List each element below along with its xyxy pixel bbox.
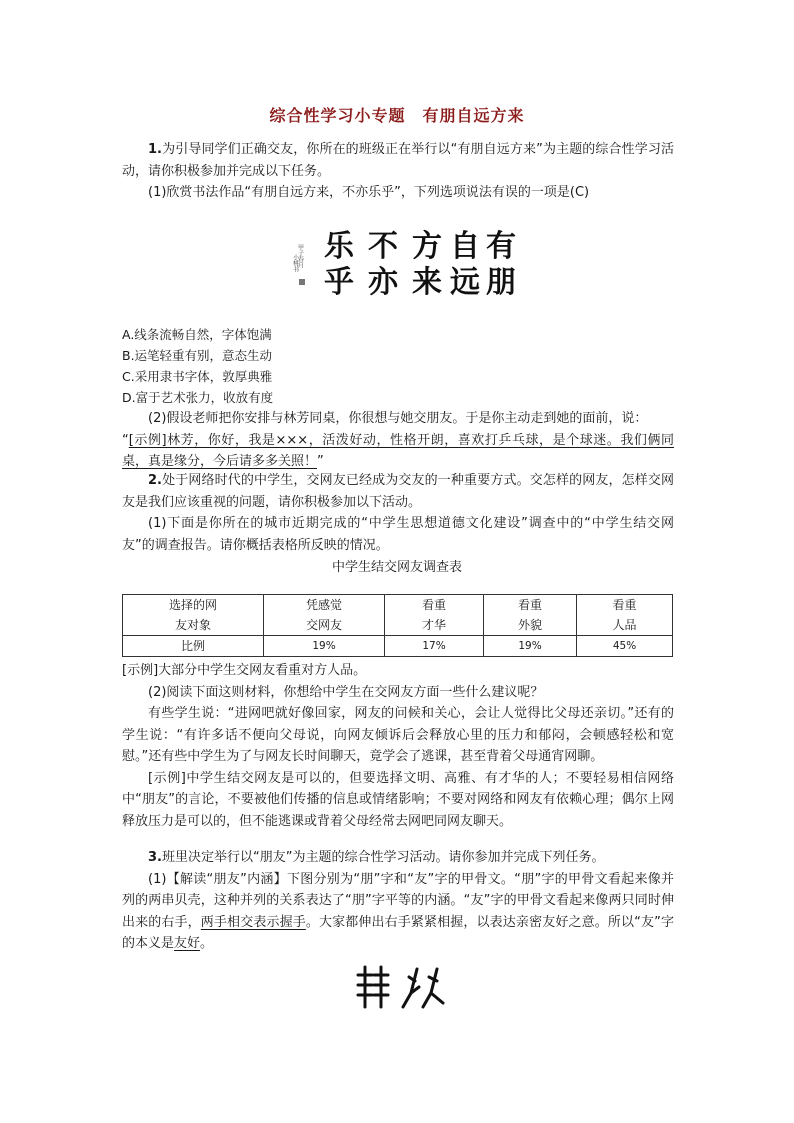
q2-intro: 2.处于网络时代的中学生，交网友已经成为交友的一种重要方式。交怎样的网友，怎样交网友是我们应该重视的问题，请你积极参加以下活动。 [122,473,674,510]
table-cell: 19% [484,636,577,657]
option-d: D.富于艺术张力，收放有度 [122,390,274,405]
table-header-cell: 看重 外貌 [484,595,577,636]
q1-sub2: (2)假设老师把你安排与林芳同桌，你很想与她交朋友。于是你主动走到她的面前，说： [148,411,648,426]
table-header-cell: 凭感觉 交网友 [264,595,385,636]
option-a: A.线条流畅自然，字体饱满 [122,327,272,342]
q3-sub1: (1)【解读“朋友”内涵】下图分别为“朋”字和“友”字的甲骨文。“朋”字的甲骨文看起来像并列的两串贝壳，这种并列的关系表达了“朋”字平等的内涵。“友”字的甲骨文看起来像两只同时伸出来的右手，两手相交表示握手。大家都伸出右手紧紧相握，以表达亲密友好之意。所以“友”字的本义是友好。 [122,871,674,951]
calligraphy-char: 方 [412,229,442,264]
table-cell: 45% [577,636,673,657]
table-header-cell: 选择的网 友对象 [123,595,264,636]
calligraphy-artwork [291,224,518,300]
calligraphy-char: 不 [368,229,398,264]
q2-material: 有些学生说：“进网吧就好像回家，网友的问候和关心，会让人觉得比父母还亲切。”还有的学生说：“有许多话不便向父母说，向网友倾诉后会释放心里的压力和郁闷，会顿感轻松和宽慰。”还有些中学生为了与网友长时间聊天，竟学会了逃课，甚至背着父母通宵网聊。 [122,706,674,764]
q1-intro: 1.为引导同学们正确交友，你所在的班级正在举行以“有朋自远方来”为主题的综合性学习活动，请你积极参加并完成以下任务。 [122,142,674,179]
question-2 [122,470,674,556]
option-c: C.采用隶书字体，敦厚典雅 [122,369,273,384]
calligraphy-char: 亦 [368,265,398,300]
table-header-cell: 看重 才华 [385,595,484,636]
q3-number: 3. [148,850,162,865]
table-caption: 中学生结交网友调查表 [331,560,462,575]
calligraphy-seal-inscription [292,243,306,285]
calligraphy-char: 朋 [486,265,516,300]
table-header-cell: 看重 人品 [577,595,673,636]
q2-number: 2. [148,473,162,488]
calligraphy-char: 有 [486,229,516,264]
oracle-bone-illustration [355,963,455,1011]
question-1 [122,139,674,204]
q1-sub1: (1)欣赏书法作品“有朋自远方来，不亦乐乎”，下列选项说法有误的一项是(C) [148,185,590,200]
calligraphy-characters [324,229,516,300]
oracle-char-peng [358,967,388,1007]
survey-table [122,594,673,657]
question-3 [122,847,674,955]
question-2-continued [122,660,674,832]
calligraphy-char: 乐 [324,229,354,264]
q3-intro: 3.班里决定举行以“朋友”为主题的综合性学习活动。请你参加并完成下列任务。 [148,850,605,865]
table-header-row [123,595,673,636]
table-cell: 19% [264,636,385,657]
q2-sub2-answer: [示例]中学生结交网友是可以的，但要选择文明、高雅、有才华的人；不要轻易相信网络中“朋友”的言论，不要被他们传播的信息或情绪影响；不要对网络和网友有依赖心理；偶尔上网释放压力是可以的，但不能逃课或背着父母经常去网吧同网友聊天。 [122,770,674,829]
calligraphy-char: 自 [450,229,480,264]
calligraphy-char: 来 [412,265,442,300]
svg-text:小桃书: 小桃书 [291,254,299,272]
q2-sub1-answer: [示例]大部分中学生交网友看重对方人品。 [122,663,367,678]
table-row [123,636,673,657]
oracle-char-you [403,969,443,1007]
page-title: 综合性学习小专题 有朋自远方来 [269,106,525,125]
q3-blank-answer: 两手相交表示握手 [200,914,306,930]
q2-sub1: (1)下面是你所在的城市近期完成的“中学生思想道德文化建设”调查中的“中学生结交网友”的调查报告。请你概括表格所反映的情况。 [122,516,674,553]
option-b: B.运笔轻重有别，意态生动 [122,348,273,363]
q3-blank-answer-2: 友好 [174,936,201,951]
q1-options-block [122,324,674,473]
q1-sub2-answer: “[示例]林芳，你好，我是×××，活泼好动，性格开朗，喜欢打乒乓球，是个球迷。我们俩同桌，真是缘分，今后请多多关照！” [122,432,674,469]
q2-sub2: (2)阅读下面这则材料，你想给中学生在交网友方面一些什么建议呢？ [148,684,544,700]
table-row-label: 比例 [123,636,264,657]
q1-number: 1. [148,142,162,157]
table-cell: 17% [385,636,484,657]
calligraphy-char: 远 [450,265,480,300]
calligraphy-char: 乎 [324,265,354,300]
seal-stamp [299,279,305,285]
seal-text: 甲子春月 [296,244,304,268]
q1-sub2-answer-text: [示例]林芳，你好，我是×××，活泼好动，性格开朗，喜欢打乒乓球，是个球迷。我们俩同桌，真是缘分，今后请多多关照！ [122,432,674,469]
